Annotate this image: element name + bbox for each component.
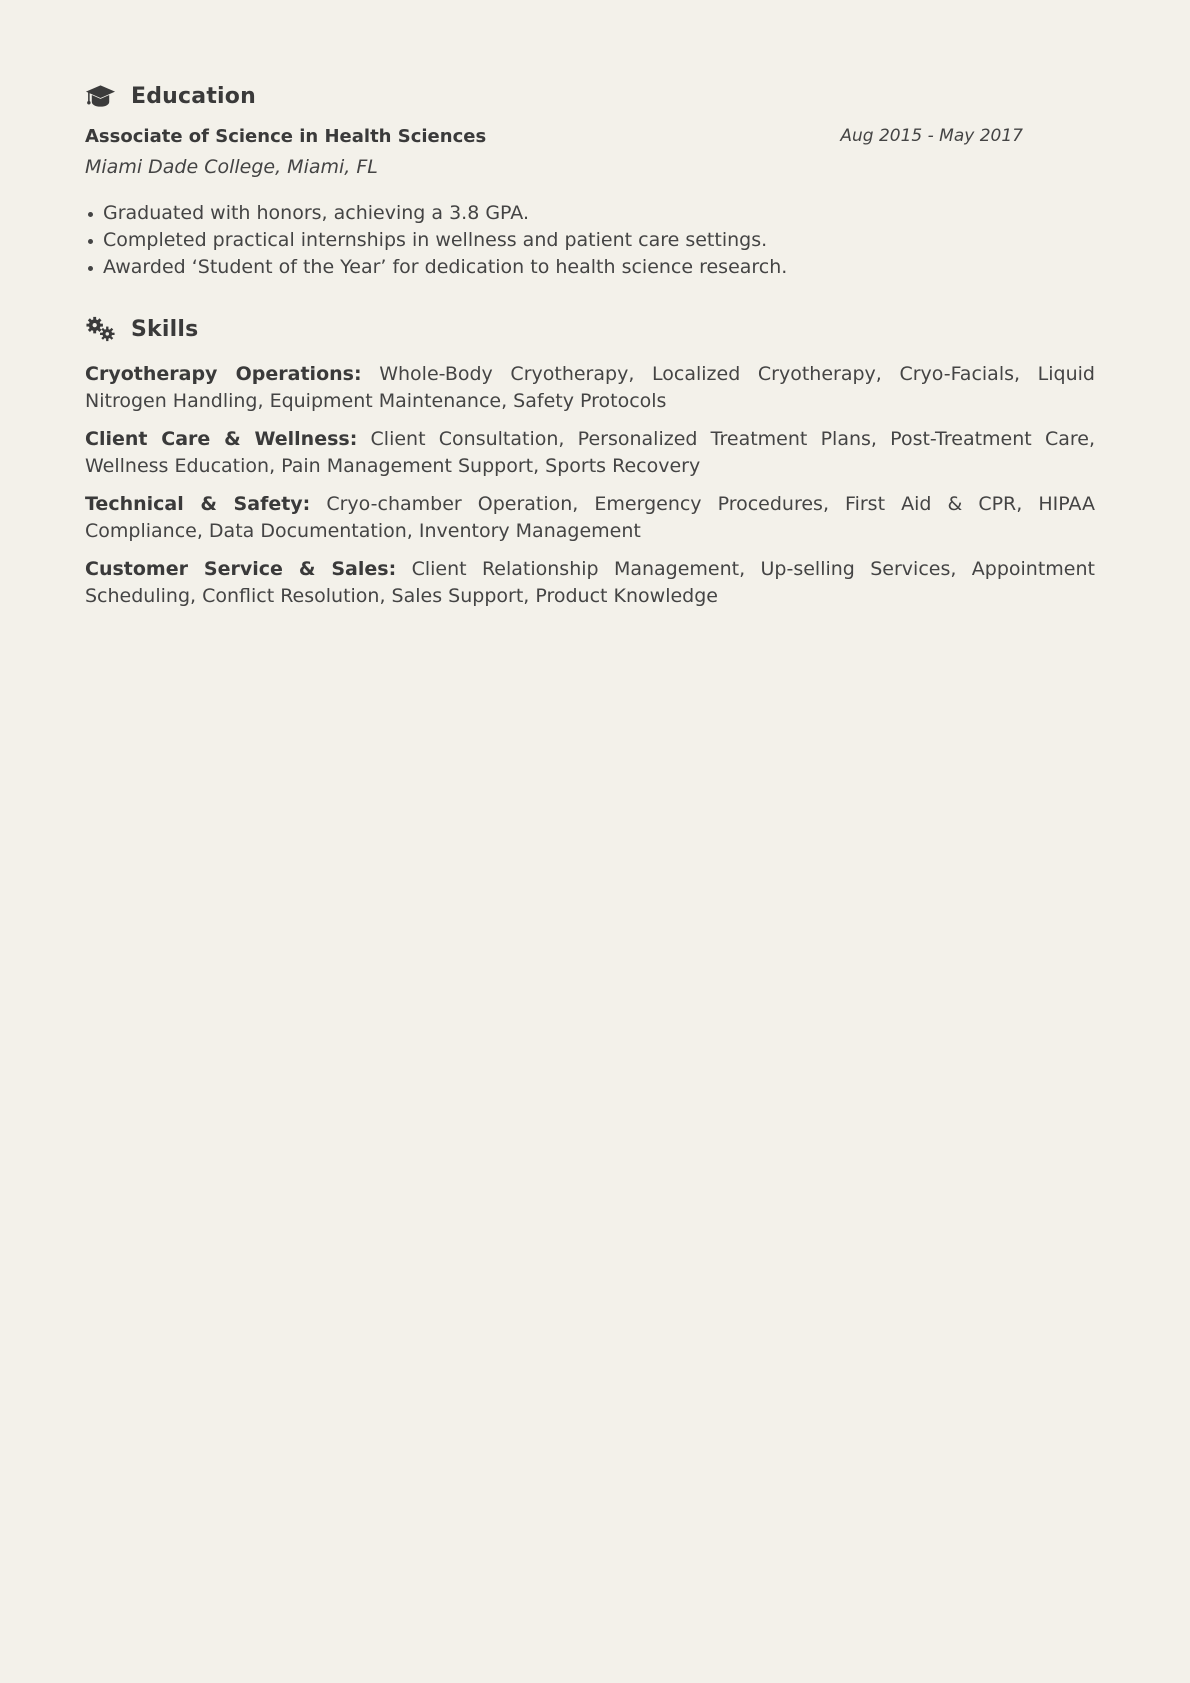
skill-label: Customer Service & Sales: xyxy=(85,558,397,580)
skill-cryotherapy-operations xyxy=(85,361,1095,415)
resume-page xyxy=(85,78,1095,621)
skill-customer-service-sales xyxy=(85,556,1095,610)
education-entry-header xyxy=(85,126,1095,156)
skill-client-care-wellness xyxy=(85,426,1095,480)
education-section xyxy=(85,78,1095,281)
skill-text: Whole-Body Cryotherapy, Localized Cryotherapy, Cryo-Facials, Liquid Nitrogen Handling, Equipment Maintenance, Safety Protocols xyxy=(85,363,1095,412)
education-header xyxy=(85,78,1095,114)
skill-text: Cryo-chamber Operation, Emergency Procedures, First Aid & CPR, HIPAA Compliance, Data Documentation, Inventory Management xyxy=(85,493,1095,542)
skill-technical-safety xyxy=(85,491,1095,545)
list-item: Awarded ‘Student of the Year’ for dedication to health science research. xyxy=(103,254,1095,281)
education-bullets xyxy=(85,200,1095,281)
list-item: Graduated with honors, achieving a 3.8 GPA. xyxy=(103,200,1095,227)
skill-text: Client Consultation, Personalized Treatment Plans, Post-Treatment Care, Wellness Education, Pain Management Support, Sports Recovery xyxy=(85,428,1095,477)
skill-label: Technical & Safety: xyxy=(85,493,311,515)
skill-text: Client Relationship Management, Up-selling Services, Appointment Scheduling, Conflict Resolution, Sales Support, Product Knowledge xyxy=(85,558,1095,607)
list-item: Completed practical internships in wellness and patient care settings. xyxy=(103,227,1095,254)
education-dates: Aug 2015 - May 2017 xyxy=(840,126,1023,146)
skills-list xyxy=(85,361,1095,610)
graduation-cap-icon xyxy=(85,82,116,110)
school-name: Miami Dade College, Miami, FL xyxy=(85,156,378,178)
education-title: Education xyxy=(131,83,256,109)
gears-icon xyxy=(85,315,116,343)
skills-header xyxy=(85,311,1095,347)
skills-title: Skills xyxy=(131,316,199,342)
skill-label: Client Care & Wellness: xyxy=(85,428,358,450)
skill-label: Cryotherapy Operations: xyxy=(85,363,362,385)
degree-title: Associate of Science in Health Sciences xyxy=(85,126,487,147)
skills-section xyxy=(85,311,1095,610)
